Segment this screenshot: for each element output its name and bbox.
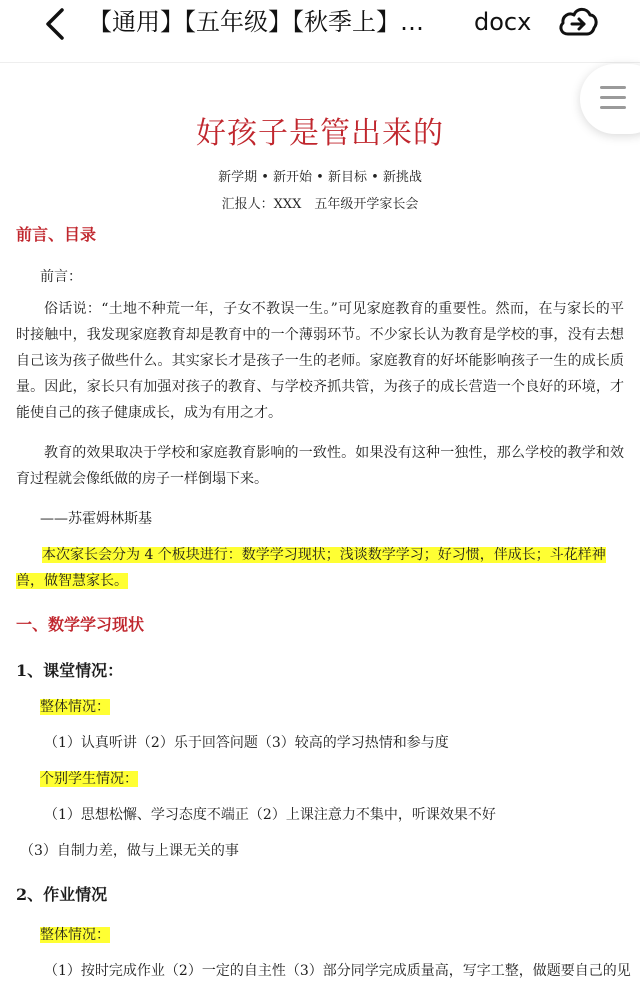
document-extension: docx (474, 8, 532, 36)
preface-label: 前言： (40, 269, 82, 285)
quote-author: ——苏霍姆林斯基 (40, 511, 152, 527)
individual-items-2: （3）自制力差，做与上课无关的事 (20, 843, 239, 859)
sub1-heading: 1、课堂情况： (16, 661, 124, 680)
homework-items: （1）按时完成作业（2）一定的自主性（3）部分同学完成质量高，写字工整，做题要自己的见 (44, 963, 631, 979)
agenda-highlight (16, 542, 626, 594)
cloud-upload-icon[interactable] (556, 2, 600, 42)
back-arrow-icon[interactable] (34, 4, 78, 44)
overall-items: （1）认真听讲（2）乐于回答问题（3）较高的学习热情和参与度 (44, 735, 449, 751)
agenda-highlight-text: 本次家长会分为 4 个板块进行：数学学习现状；浅谈数学学习；好习惯，伴成长；斗花样神兽，做智慧家长。 (16, 547, 606, 589)
individual-items-1: （1）思想松懈、学习态度不端正（2）上课注意力不集中，听课效果不好 (44, 807, 496, 823)
document-title: 【通用】【五年级】【秋季上】… (88, 8, 424, 36)
main-title: 好孩子是管出来的 (196, 116, 444, 151)
overall-label-2-text: 整体情况： (40, 927, 110, 943)
individual-label-text: 个别学生情况： (40, 771, 138, 787)
individual-label (40, 768, 138, 790)
section1-heading: 一、数学学习现状 (16, 615, 145, 634)
overall-label (40, 696, 110, 718)
subtitle: 新学期 • 新开始 • 新目标 • 新挑战 (218, 170, 422, 185)
reporter-line: 汇报人：XXX 五年级开学家长会 (221, 197, 419, 212)
overall-label-text: 整体情况： (40, 699, 110, 715)
top-bar (0, 0, 640, 63)
section-preface-heading: 前言、目录 (16, 225, 97, 244)
overall-label-2 (40, 924, 110, 946)
sub2-heading: 2、作业情况 (16, 885, 108, 904)
preface-paragraph-2: 教育的效果取决于学校和家庭教育影响的一致性。如果没有这种一独性，那么学校的教学和效育过程就会像纸做的房子一样倒塌下来。 (16, 445, 624, 487)
preface-paragraph-1: 俗话说：“土地不种荒一年，子女不教误一生。”可见家庭教育的重要性。然而，在与家长的平时接触中，我发现家庭教育却是教育中的一个薄弱环节。不少家长认为教育是学校的事，没有去想自己该为孩子做些什么。其实家长才是孩子一生的老师。家庭教育的好坏能影响孩子一生的成长质量。因此，家长只有加强对孩子的教育、与学校齐抓共管，为孩子的成长营造一个良好的环境，才能使自己的孩子健康成长，成为有用之才。 (16, 301, 624, 421)
